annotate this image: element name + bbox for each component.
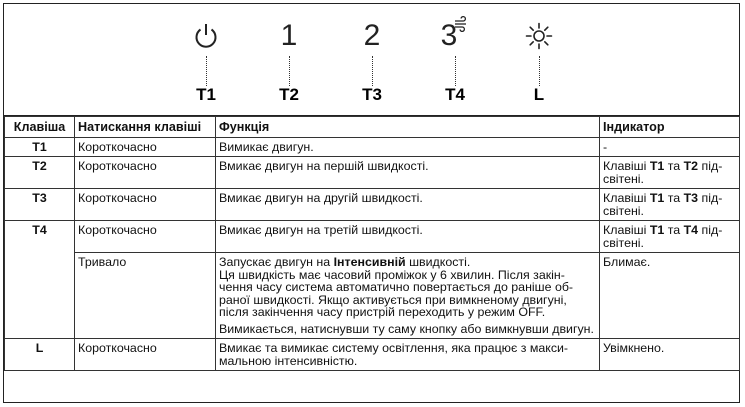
header-key: Клавіша [5,117,75,138]
cell-press: Короткочасно [75,221,216,253]
cell-key: T3 [5,189,75,221]
cell-function: Вимикає двигун. [216,137,600,157]
table-row [5,137,740,157]
leader-line [455,56,456,86]
key-label: T1 [196,85,216,104]
indicator-text: Клавіші [603,159,650,173]
table-row [5,157,740,189]
key-label: T3 [362,85,382,104]
key-label: L [533,85,545,104]
indicator-key: T3 [683,191,699,205]
function-mode: Інтенсивній [333,255,406,269]
cell-indicator [600,221,740,253]
cell-indicator [600,189,740,221]
cell-function: Вмикає та вимикає систему освітлення, яка працює з макси-мальною інтенсивністю. [216,339,600,371]
key-label: T4 [445,85,465,104]
cell-press: Короткочасно [75,339,216,371]
cell-function: Вмикає двигун на другій швидкості. [216,189,600,221]
control-panel-diagram [4,4,739,116]
table-header-row [5,117,740,138]
function-para: Ця швидкість має часовий проміжок у 6 хвилин. Після закін-чення часу система автоматично повертається до раніше об-раної швидкості. Якщо активується при вимкненому двигуні, після закінчення часу пристрій переходить у режим OFF. [219,267,574,319]
cell-function [216,253,600,339]
cell-press: Короткочасно [75,157,216,189]
indicator-key: T1 [649,191,665,205]
indicator-text: Клавіші [603,223,650,237]
indicator-key: T1 [649,223,665,237]
wind-icon [453,13,469,43]
key-t4 [425,4,485,114]
table-row [5,189,740,221]
key-t3 [342,4,402,114]
speed-3-digit: 3 [440,19,458,52]
cell-key: L [5,339,75,371]
indicator-text: під-світені. [603,223,723,250]
key-l [509,4,569,114]
cell-press: Тривало [75,253,216,339]
indicator-text: та [664,159,684,173]
table-row [5,221,740,253]
function-para [219,256,596,269]
header-function: Функція [216,117,600,138]
leader-line [372,56,373,86]
speed-3-symbol [425,18,485,54]
control-panel-document [3,3,740,403]
power-icon [176,18,236,54]
leader-line [206,56,207,86]
function-text: Запускає двигун на [219,255,334,269]
cell-indicator: Блимає. [600,253,740,339]
key-t1 [176,4,236,114]
function-table [4,116,740,371]
function-para: Вимикається, натиснувши ту саму кнопку або вимкнувши двигун. [219,321,594,336]
light-icon [509,18,569,54]
key-t2 [259,4,319,114]
cell-key: T2 [5,157,75,189]
indicator-key: T4 [683,223,699,237]
leader-line [539,56,540,86]
header-indicator: Індикатор [600,117,740,138]
indicator-text: Клавіші [603,191,650,205]
indicator-key: T1 [649,159,665,173]
cell-indicator: - [600,137,740,157]
indicator-key: T2 [683,159,699,173]
indicator-text: та [664,191,684,205]
cell-function: Вмикає двигун на третій швидкості. [216,221,600,253]
cell-indicator [600,157,740,189]
cell-key: T4 [5,221,75,339]
speed-1-symbol: 1 [280,19,298,52]
cell-key: T1 [5,137,75,157]
cell-press: Короткочасно [75,137,216,157]
key-label: T2 [279,85,299,104]
table-row [5,339,740,371]
indicator-text: та [664,223,684,237]
table-row [5,253,740,339]
indicator-text: під-світені. [603,191,723,218]
cell-indicator: Увімкнено. [600,339,740,371]
header-press: Натискання клавіші [75,117,216,138]
indicator-text: під-світені. [603,159,723,186]
leader-line [289,56,290,86]
function-text: швидкості. [405,255,471,269]
cell-press: Короткочасно [75,189,216,221]
cell-function: Вмикає двигун на першій швидкості. [216,157,600,189]
speed-2-symbol: 2 [363,19,381,52]
